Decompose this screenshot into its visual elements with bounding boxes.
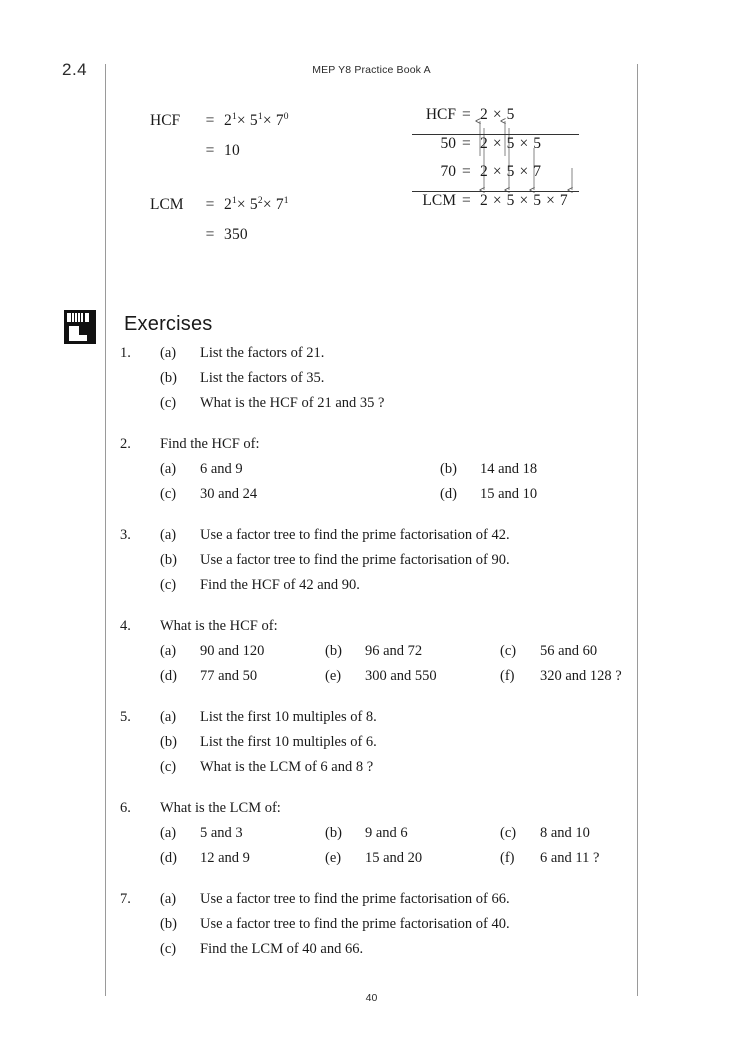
- exercise-4: [120, 618, 640, 693]
- hcf-label: HCF: [150, 112, 181, 129]
- exercise-part: [325, 850, 500, 867]
- part-text: What is the LCM of 6 and 8 ?: [200, 759, 374, 775]
- lcm-power-expression: $2^1\times 5^2\times 7^1$: [224, 195, 289, 213]
- exercise-part-row: [120, 486, 640, 511]
- diagram-hcf-label: HCF: [425, 106, 456, 123]
- part-label: (c): [160, 759, 177, 775]
- part-text: 90 and 120: [200, 643, 265, 659]
- exercise-part-row: [120, 643, 640, 668]
- exercise-6: [120, 800, 640, 875]
- part-label: (c): [500, 643, 517, 659]
- exercise-part: [500, 668, 660, 685]
- diagram-seventy-expression: 2 × 5 × 7: [480, 163, 542, 180]
- exercise-part: [120, 941, 640, 966]
- part-text: 9 and 6: [365, 825, 408, 841]
- lcm-label: LCM: [150, 196, 184, 213]
- exercise-part: [325, 643, 500, 660]
- exercise-7: [120, 891, 640, 966]
- exercise-part: [325, 668, 500, 685]
- exercise-part: [120, 395, 640, 420]
- hcf-result-row: [150, 136, 289, 166]
- diagram-top-rule: [412, 134, 579, 135]
- diagram-fifty-expression: 2 × 5 × 5: [480, 135, 542, 152]
- lcm-factorisation-row: [150, 190, 289, 220]
- part-label: (b): [160, 552, 177, 568]
- part-text: Use a factor tree to find the prime factorisation of 66.: [200, 891, 510, 907]
- equals-sign: =: [205, 226, 215, 243]
- part-label: (f): [500, 668, 515, 684]
- exercise-part: [440, 461, 680, 478]
- part-label: (e): [325, 850, 342, 866]
- equals-sign: =: [462, 192, 471, 209]
- exercise-5: [120, 709, 640, 784]
- lcm-value: 350: [224, 226, 248, 243]
- part-label: (b): [160, 916, 177, 932]
- equals-sign: =: [462, 135, 471, 152]
- exercise-stem: [120, 800, 640, 825]
- part-text: 30 and 24: [200, 486, 258, 502]
- diagram-bottom-rule: [412, 191, 579, 192]
- part-text: Find the LCM of 40 and 66.: [200, 941, 364, 957]
- equals-sign: =: [462, 106, 471, 123]
- stem-text: What is the LCM of:: [160, 800, 281, 816]
- diagram-fifty-row: [412, 135, 592, 163]
- exercise-part-row: [120, 668, 640, 693]
- exercises-list: [120, 345, 640, 982]
- exercise-part: [160, 486, 440, 503]
- exercise-part: [500, 825, 660, 842]
- part-text: 6 and 11 ?: [540, 850, 600, 866]
- part-label: (a): [160, 643, 177, 659]
- exercise-stem: [120, 436, 640, 461]
- part-text: 12 and 9: [200, 850, 250, 866]
- part-label: (a): [160, 825, 177, 841]
- exercise-part: [120, 734, 640, 759]
- equation-gap: [150, 166, 289, 190]
- exercise-part: [120, 577, 640, 602]
- exercise-part: [160, 643, 325, 660]
- part-label: (c): [160, 941, 177, 957]
- exercise-part: [325, 825, 500, 842]
- part-text: Use a factor tree to find the prime factorisation of 40.: [200, 916, 510, 932]
- part-label: (b): [325, 825, 342, 841]
- exercise-number: 2.: [120, 436, 131, 452]
- exercise-part: [120, 916, 640, 941]
- part-text: List the factors of 21.: [200, 345, 325, 361]
- exercise-part: [120, 759, 640, 784]
- part-label: (b): [160, 370, 177, 386]
- exercise-1: [120, 345, 640, 420]
- exercise-part-row: [120, 825, 640, 850]
- diagram-lcm-label: LCM: [422, 192, 456, 209]
- part-label: (b): [160, 734, 177, 750]
- exercise-2: [120, 436, 640, 511]
- part-label: (c): [160, 486, 177, 502]
- exercise-part: [160, 825, 325, 842]
- part-text: 56 and 60: [540, 643, 598, 659]
- part-text: 300 and 550: [365, 668, 437, 684]
- exercise-part-row: [120, 461, 640, 486]
- part-label: (c): [160, 577, 177, 593]
- part-text: 8 and 10: [540, 825, 590, 841]
- part-text: 15 and 20: [365, 850, 423, 866]
- part-text: 77 and 50: [200, 668, 258, 684]
- diagram-seventy-label: 70: [440, 163, 456, 180]
- equals-sign: =: [205, 142, 215, 159]
- exercise-number: 3.: [120, 527, 131, 543]
- exercise-number: 6.: [120, 800, 131, 816]
- part-label: (d): [440, 486, 457, 502]
- hcf-power-expression: $2^1\times 5^1\times 7^0$: [224, 111, 289, 129]
- exercise-part: [120, 345, 640, 370]
- equals-sign: =: [205, 196, 215, 213]
- part-label: (a): [160, 527, 177, 543]
- page-number: 40: [365, 992, 378, 1004]
- part-text: Use a factor tree to find the prime factorisation of 90.: [200, 552, 510, 568]
- exercise-part: [120, 552, 640, 577]
- exercise-number: 1.: [120, 345, 131, 361]
- equals-sign: =: [205, 112, 215, 129]
- exercise-part: [160, 461, 440, 478]
- part-label: (a): [160, 709, 177, 725]
- exercises-heading: Exercises: [124, 313, 213, 335]
- exercise-part: [440, 486, 680, 503]
- part-label: (e): [325, 668, 342, 684]
- exercise-part: [160, 850, 325, 867]
- worked-example-left: [150, 106, 289, 250]
- exercise-number: 5.: [120, 709, 131, 725]
- exercise-part: [120, 709, 640, 734]
- exercise-part: [500, 850, 660, 867]
- part-text: Find the HCF of 42 and 90.: [200, 577, 360, 593]
- exercise-number: 7.: [120, 891, 131, 907]
- book-title-header: MEP Y8 Practice Book A: [312, 64, 431, 76]
- exercise-part: [160, 668, 325, 685]
- part-text: 6 and 9: [200, 461, 243, 477]
- part-text: 96 and 72: [365, 643, 423, 659]
- part-text: What is the HCF of 21 and 35 ?: [200, 395, 385, 411]
- part-label: (c): [160, 395, 177, 411]
- worked-example-right-diagram: [412, 106, 592, 220]
- exercise-number: 4.: [120, 618, 131, 634]
- hcf-value: 10: [224, 142, 240, 159]
- diagram-fifty-label: 50: [440, 135, 456, 152]
- part-text: Use a factor tree to find the prime factorisation of 42.: [200, 527, 510, 543]
- exercise-part: [120, 370, 640, 395]
- part-label: (b): [440, 461, 457, 477]
- diagram-hcf-row: [412, 106, 592, 134]
- diagram-lcm-expression: 2 × 5 × 5 × 7: [480, 192, 569, 209]
- part-text: 14 and 18: [480, 461, 538, 477]
- part-label: (b): [325, 643, 342, 659]
- left-margin-rule: [105, 64, 106, 996]
- exercise-part: [120, 527, 640, 552]
- stem-text: What is the HCF of:: [160, 618, 278, 634]
- part-text: 15 and 10: [480, 486, 538, 502]
- part-label: (a): [160, 345, 177, 361]
- part-label: (a): [160, 891, 177, 907]
- exercise-stem: [120, 618, 640, 643]
- exercise-part: [500, 643, 660, 660]
- diagram-seventy-row: [412, 163, 592, 191]
- exercises-book-icon: [63, 308, 99, 348]
- part-text: List the factors of 35.: [200, 370, 325, 386]
- hcf-factorisation-row: [150, 106, 289, 136]
- diagram-lcm-row: [412, 192, 592, 220]
- diagram-hcf-expression: 2 × 5: [480, 106, 515, 123]
- exercise-part: [120, 891, 640, 916]
- part-text: 5 and 3: [200, 825, 243, 841]
- part-label: (a): [160, 461, 177, 477]
- part-label: (d): [160, 668, 177, 684]
- stem-text: Find the HCF of:: [160, 436, 260, 452]
- part-label: (f): [500, 850, 515, 866]
- section-number: 2.4: [62, 60, 88, 79]
- part-label: (c): [500, 825, 517, 841]
- part-text: List the first 10 multiples of 8.: [200, 709, 377, 725]
- equals-sign: =: [462, 163, 471, 180]
- part-label: (d): [160, 850, 177, 866]
- lcm-result-row: [150, 220, 289, 250]
- exercise-part-row: [120, 850, 640, 875]
- exercise-3: [120, 527, 640, 602]
- part-text: 320 and 128 ?: [540, 668, 622, 684]
- part-text: List the first 10 multiples of 6.: [200, 734, 377, 750]
